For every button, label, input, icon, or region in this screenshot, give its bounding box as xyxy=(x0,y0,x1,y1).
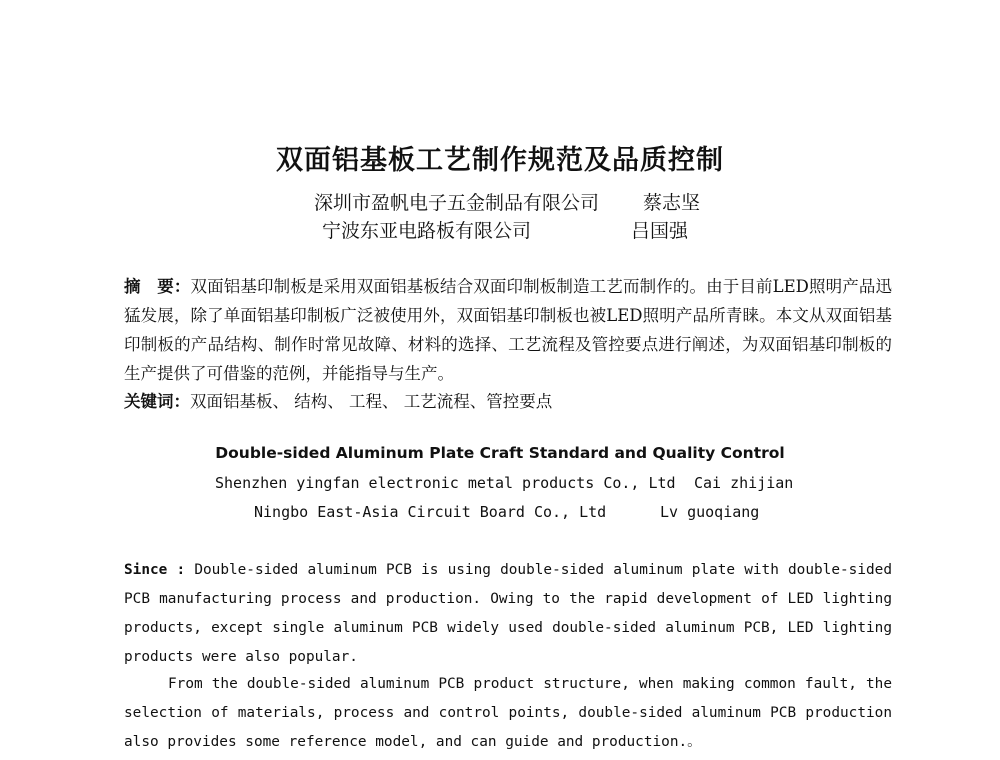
paper-title-cn: 双面铝基板工艺制作规范及品质控制 xyxy=(276,145,724,176)
abstract-en-text: Double-sided aluminum PCB is using double-sided aluminum plate with double-sided PCB manufacturing process and production. Owing to the rapid development of LED lighting products, except single aluminum PCB widely used double-sided aluminum PCB, LED lighting products were also popular. xyxy=(124,562,892,665)
keywords-cn xyxy=(124,388,552,412)
keywords-cn-text: 双面铝基板、 结构、 工程、 工艺流程、管控要点 xyxy=(190,392,553,411)
author-name-cn-2: 吕国强 xyxy=(631,220,689,242)
abstract-cn-label: 摘 要： xyxy=(124,277,191,296)
abstract-en-label: Since : xyxy=(124,562,186,578)
author-name-cn-1: 蔡志坚 xyxy=(643,192,701,214)
abstract-en-paragraph-2: From the double-sided aluminum PCB product structure, when making common fault, the selection of materials, process and control points, double-sided aluminum PCB production also provides some reference model, and can guide and production.。 xyxy=(124,676,892,750)
paper-title-en: Double-sided Aluminum Plate Craft Standard and Quality Control xyxy=(215,444,785,462)
abstract-cn-text: 双面铝基印制板是采用双面铝基板结合双面印制板制造工艺而制作的。由于目前LED照明产品迅猛发展，除了单面铝基印制板广泛被使用外，双面铝基印制板也被LED照明产品所青睐。本文从双面铝基印制板的产品结构、制作时常见故障、材料的选择、工艺流程及管控要点进行阐述，为双面铝基印制板的生产提供了可借鉴的范例，并能指导与生产。 xyxy=(124,277,893,383)
author-name-en-1: Cai zhijian xyxy=(694,474,794,492)
author-org-en-2: Ningbo East-Asia Circuit Board Co., Ltd xyxy=(254,503,607,521)
author-name-en-2: Lv guoqiang xyxy=(660,503,760,521)
abstract-cn xyxy=(124,272,892,388)
abstract-en xyxy=(124,556,892,672)
author-org-cn-1: 深圳市盈帆电子五金制品有限公司 xyxy=(314,192,600,214)
keywords-cn-label: 关键词： xyxy=(124,392,190,411)
author-org-cn-2: 宁波东亚电路板有限公司 xyxy=(322,220,532,242)
author-org-en-1: Shenzhen yingfan electronic metal products Co., Ltd xyxy=(215,474,676,492)
